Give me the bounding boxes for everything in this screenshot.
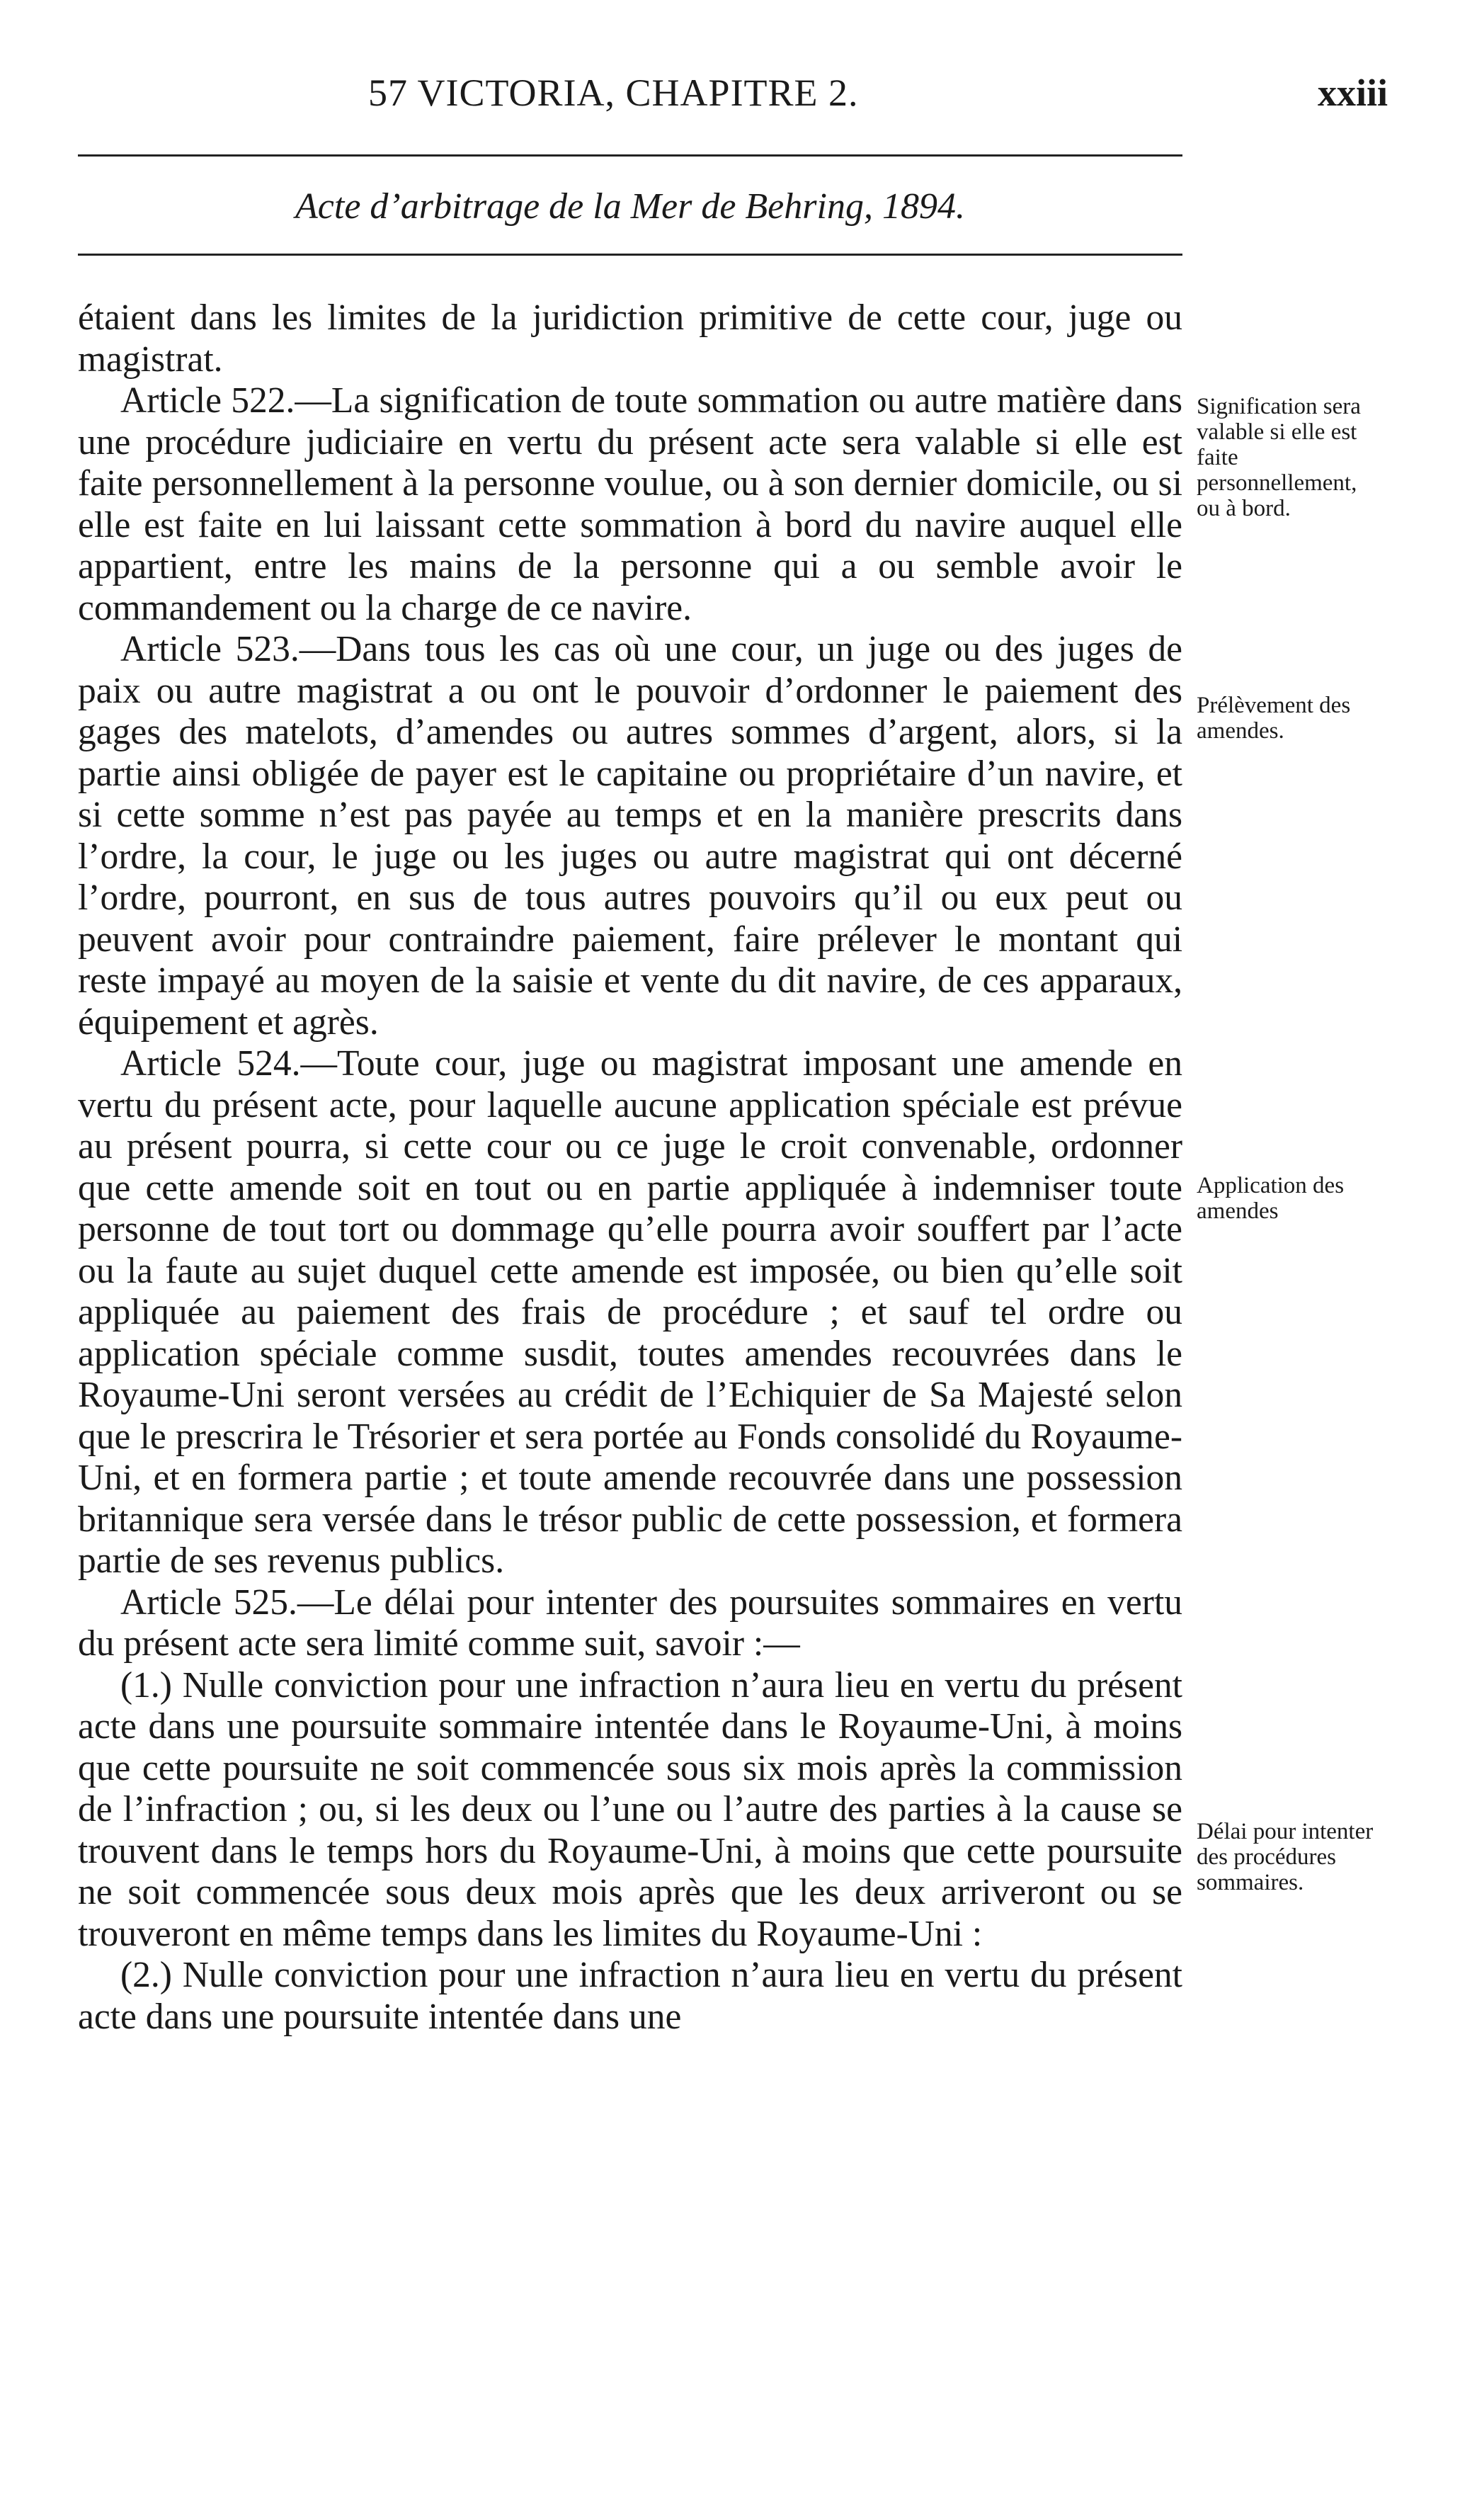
paragraph-article-525: Article 525.—Le délai pour intenter des poursuites sommaires en vertu du présent acte sera limité comme suit, savoir :— bbox=[78, 1582, 1182, 1664]
paragraph-subsection-1: (1.) Nulle conviction pour une infraction n’aura lieu en vertu du présent acte dans une poursuite sommaire intentée dans le Royaume-Uni, à moins que cette poursuite ne soit commencée sous six mois après la commission de l’infraction ; ou, si les deux ou l’une ou l’autre des parties à la cause se trouvent dans le temps hors du Royaume-Uni, à moins que cette poursuite ne soit commencée sous deux mois après que les deux arriveront ou se trouveront en même temps dans les limites du Royaume-Uni : bbox=[78, 1664, 1182, 1954]
paragraph-article-522: Article 522.—La signification de toute sommation ou autre matière dans une procédure judiciaire en vertu du présent acte sera valable si elle est faite personnellement à la personne voulue, ou à son dernier domicile, ou si elle est faite en lui laissant cette sommation à bord du navire auquel elle appartient, entre les mains de la personne qui a ou semble avoir le commandement ou la charge de ce navire. bbox=[78, 380, 1182, 628]
running-header bbox=[78, 71, 1388, 127]
page-number: xxiii bbox=[1317, 72, 1388, 114]
margin-note-application: Application des amendes bbox=[1197, 1173, 1345, 1224]
paragraph-continuation: étaient dans les limites de la juridiction primitive de cette cour, juge ou magistrat. bbox=[78, 297, 1182, 380]
paragraph-article-524: Article 524.—Toute cour, juge ou magistrat imposant une amende en vertu du présent acte, pour laquelle aucune application spéciale est prévue au présent pourra, si cette cour ou ce juge le croit convenable, ordonner que cette amende soit en tout ou en partie appliquée à indemniser toute personne de tout tort ou dommage qu’elle pourra avoir souffert par l’acte ou la faute au sujet duquel cette amende est imposée, ou bien qu’elle soit appliquée au paiement des frais de procédure ; et sauf tel ordre ou application spéciale comme susdit, toutes amendes recouvrées dans le Royaume-Uni seront versées au crédit de l’Echiquier de Sa Majesté selon que le prescrira le Trésorier et sera portée au Fonds consolidé du Royaume-Uni, et en formera partie ; et toute amende recouvrée dans une possession britannique sera versée dans le trésor public de cette possession, et formera partie de ses revenus publics. bbox=[78, 1043, 1182, 1581]
header-rule-bottom bbox=[78, 254, 1182, 256]
body-text bbox=[78, 297, 1182, 2038]
header-title: 57 VICTORIA, CHAPITRE 2. bbox=[368, 72, 859, 114]
margin-note-delai: Délai pour intenter des procédures sommaires. bbox=[1197, 1819, 1374, 1895]
paragraph-subsection-2: (2.) Nulle conviction pour une infraction n’aura lieu en vertu du présent acte dans une poursuite intentée dans une bbox=[78, 1955, 1182, 2037]
margin-note-signification: Signification sera valable si elle est faite personnellement, ou à bord. bbox=[1197, 394, 1361, 521]
act-subtitle: Acte d’arbitrage de la Mer de Behring, 1894. bbox=[295, 186, 965, 227]
paragraph-article-523: Article 523.—Dans tous les cas où une cour, un juge ou des juges de paix ou autre magistrat a ou ont le pouvoir d’ordonner le paiement des gages des matelots, d’amendes ou autres sommes d’argent, alors, si la partie ainsi obligée de payer est le capitaine ou propriétaire d’un navire, et si cette somme n’est pas payée au temps et en la manière prescrits dans l’ordre, la cour, le juge ou les juges ou autre magistrat qui ont décerné l’ordre, pourront, en sus de tous autres pouvoirs qu’il ou eux peut ou peuvent avoir pour contraindre paiement, faire prélever le montant qui reste impayé au moyen de la saisie et vente du dit navire, de ces apparaux, équipement et agrès. bbox=[78, 629, 1182, 1043]
margin-note-prelevement: Prélèvement des amendes. bbox=[1197, 693, 1351, 744]
header-rule-top bbox=[78, 154, 1182, 157]
